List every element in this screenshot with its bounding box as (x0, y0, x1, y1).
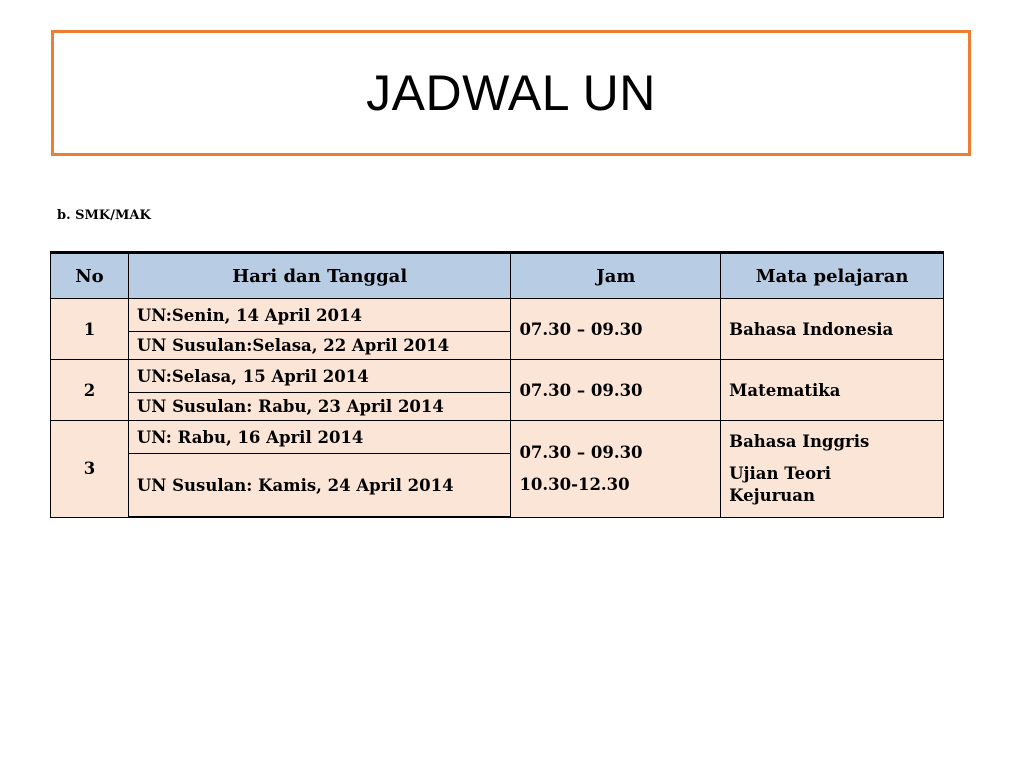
schedule-table (50, 251, 944, 518)
time-cell (511, 360, 721, 421)
time-value: 10.30-12.30 (519, 474, 630, 494)
subject-value: Bahasa Indonesia (729, 319, 894, 339)
row-number: 3 (51, 421, 129, 518)
header-mata-pelajaran: Mata pelajaran (721, 253, 944, 299)
row-number: 2 (51, 360, 129, 421)
subject-cell (721, 360, 944, 421)
page-title: JADWAL UN (366, 65, 656, 121)
date-susulan: UN Susulan: Kamis, 24 April 2014 (128, 454, 511, 518)
date-susulan: UN Susulan: Rabu, 23 April 2014 (128, 393, 511, 421)
title-box (51, 30, 971, 156)
time-cell (511, 421, 721, 518)
row-number: 1 (51, 299, 129, 360)
header-hari-dan-tanggal: Hari dan Tanggal (128, 253, 511, 299)
table-header-row (51, 253, 944, 299)
table-row (51, 299, 944, 332)
date-un: UN:Senin, 14 April 2014 (128, 299, 511, 332)
table-row (51, 421, 944, 454)
subject-cell (721, 299, 944, 360)
date-susulan: UN Susulan:Selasa, 22 April 2014 (128, 332, 511, 360)
date-un: UN:Selasa, 15 April 2014 (128, 360, 511, 393)
date-un: UN: Rabu, 16 April 2014 (128, 421, 511, 454)
subject-value: Bahasa Inggris (729, 431, 870, 451)
time-cell (511, 299, 721, 360)
subject-value: Matematika (729, 380, 841, 400)
subject-cell (721, 421, 944, 518)
subject-value: Ujian Teori Kejuruan (729, 463, 832, 505)
time-value: 07.30 – 09.30 (519, 442, 643, 462)
header-jam: Jam (511, 253, 721, 299)
table-row (51, 360, 944, 393)
time-value: 07.30 – 09.30 (519, 380, 643, 400)
header-no: No (51, 253, 129, 299)
section-subtitle: b. SMK/MAK (57, 208, 151, 223)
time-value: 07.30 – 09.30 (519, 319, 643, 339)
